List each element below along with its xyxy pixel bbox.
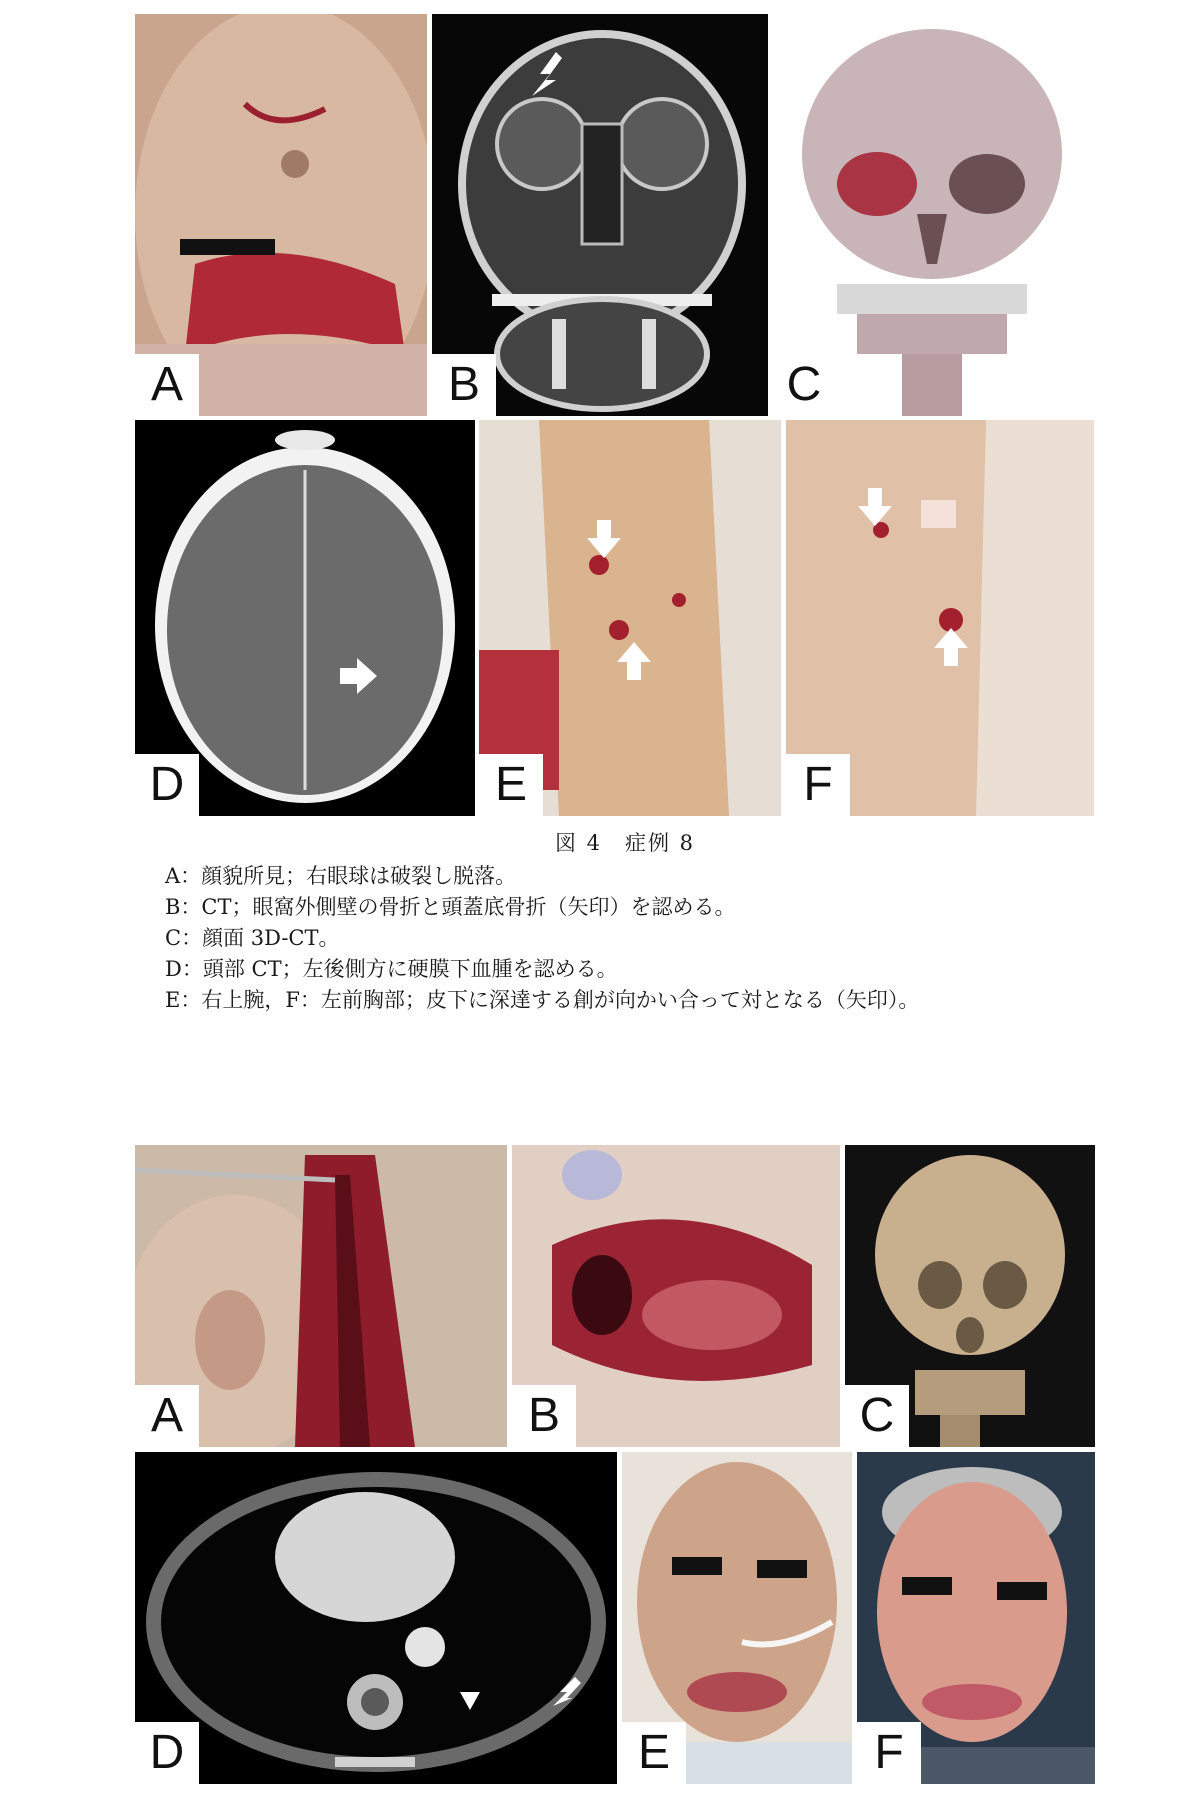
caption-line: B：CT；眼窩外側壁の骨折と頭蓋底骨折（矢印）を認める。 xyxy=(165,895,736,919)
top-panel-c-3d-ct xyxy=(772,14,1094,416)
panel-label: F xyxy=(786,754,850,816)
top-panel-e-upper-arm xyxy=(479,420,781,816)
chest-ct-image xyxy=(135,1452,617,1784)
bottom-panel-a-neck-wound xyxy=(135,1145,507,1447)
panel-label: A xyxy=(135,354,199,416)
top-panel-a-face-photo xyxy=(135,14,427,416)
bottom-panel-c-3d-ct xyxy=(845,1145,1095,1447)
bottom-panel-f-face-photo xyxy=(857,1452,1095,1784)
panel-label: A xyxy=(135,1385,199,1447)
bottom-panel-b-jaw-wound xyxy=(512,1145,840,1447)
panel-label: E xyxy=(622,1722,686,1784)
panel-label: E xyxy=(479,754,543,816)
caption-title: 図 4 症例 8 xyxy=(554,831,696,855)
panel-label: B xyxy=(512,1385,576,1447)
top-panel-b-coronal-ct xyxy=(432,14,768,416)
panel-label: B xyxy=(432,354,496,416)
top-panel-d-head-ct xyxy=(135,420,475,816)
panel-label: F xyxy=(857,1722,921,1784)
figure-caption xyxy=(165,828,1125,1016)
caption-line: A：顔貌所見；右眼球は破裂し脱落。 xyxy=(165,864,517,888)
panel-label: C xyxy=(845,1385,909,1447)
panel-label: D xyxy=(135,1722,199,1784)
bottom-panel-e-face-photo xyxy=(622,1452,852,1784)
bottom-panel-d-chest-ct xyxy=(135,1452,617,1784)
top-panel-f-chest xyxy=(786,420,1094,816)
panel-label: D xyxy=(135,754,199,816)
caption-line: E：右上腕，F：左前胸部；皮下に深達する創が向かい合って対となる（矢印）。 xyxy=(165,988,920,1012)
caption-line: C：顔面 3D-CT。 xyxy=(165,926,340,950)
caption-line: D：頭部 CT；左後側方に硬膜下血腫を認める。 xyxy=(165,957,618,981)
panel-label: C xyxy=(772,354,836,416)
